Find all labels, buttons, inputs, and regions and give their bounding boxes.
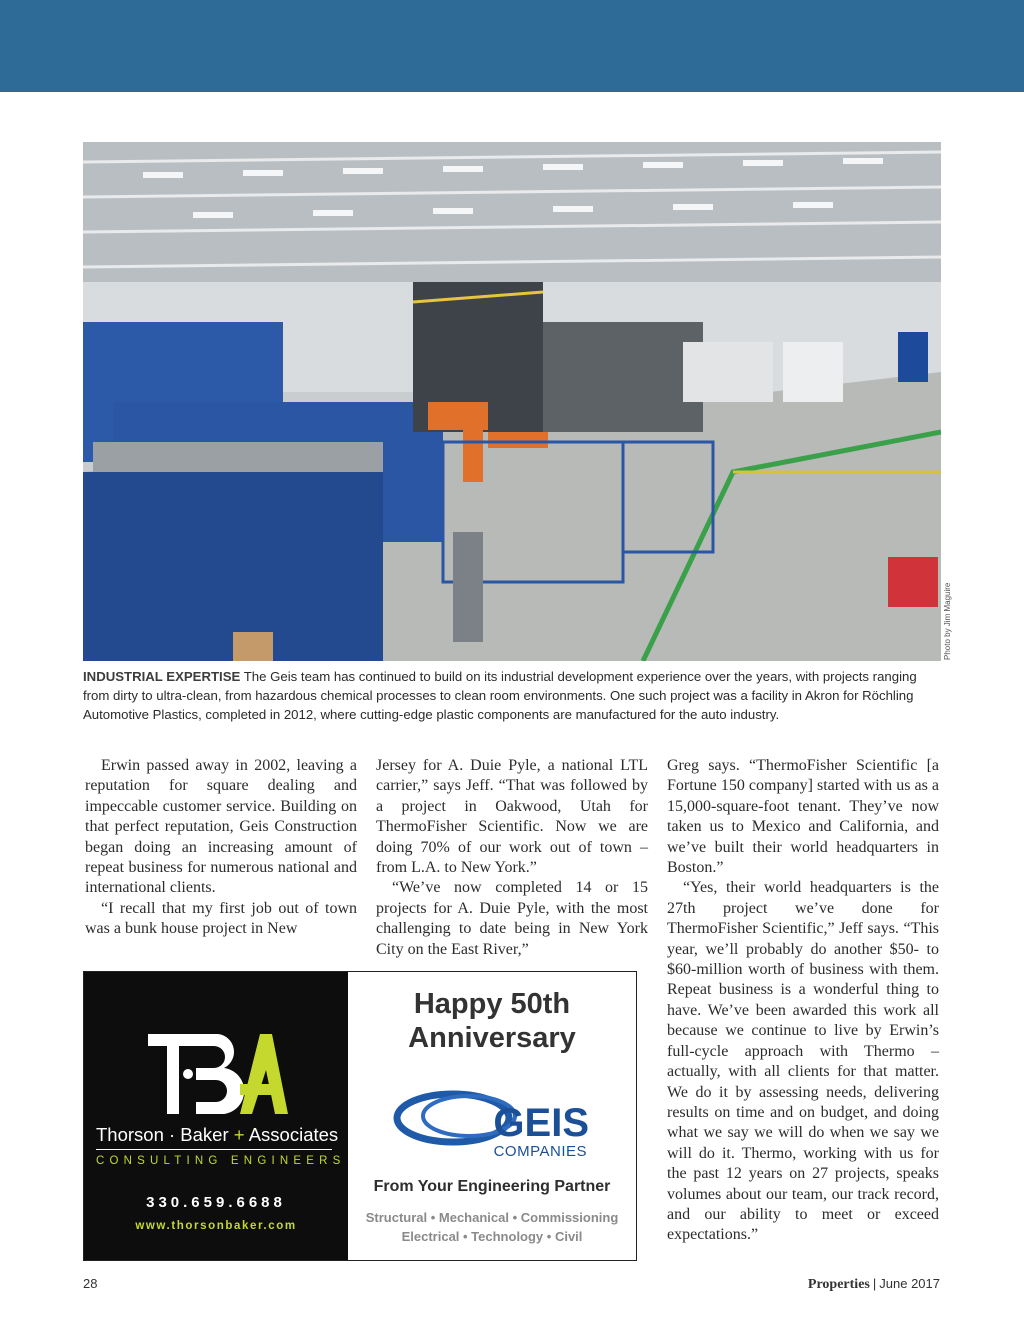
photo-caption bbox=[83, 667, 943, 724]
anniversary-line-2: Anniversary bbox=[408, 1022, 576, 1054]
geis-logo bbox=[391, 1084, 591, 1164]
engineering-partner-text: From Your Engineering Partner bbox=[373, 1178, 611, 1195]
tba-subtitle: CONSULTING ENGINEERS bbox=[96, 1155, 346, 1167]
article-paragraph: Jersey for A. Duie Pyle, a national LTL carrier,” says Jeff. “That was followed by a project in Oakwood, Utah for ThermoFisher Scientific. Now we are doing 70% of our work out of town – from L.A. to New York.” bbox=[376, 757, 648, 877]
tba-name-part2: Associates bbox=[248, 1124, 339, 1145]
geis-ad-panel bbox=[348, 972, 636, 1260]
tba-ad-panel bbox=[84, 972, 348, 1260]
article-paragraph: Greg says. “ThermoFisher Scientific [a Fortune 150 company] started with us as a 15,000-square-foot tenant. They’ve now taken us to Mexico and California, and we’ve built their world headquarters in Boston.” bbox=[667, 757, 939, 877]
tba-plus: + bbox=[233, 1124, 245, 1145]
tba-divider bbox=[96, 1149, 332, 1150]
magazine-footer bbox=[808, 1276, 940, 1293]
services-line-2: Electrical • Technology • Civil bbox=[401, 1229, 583, 1244]
anniversary-headline bbox=[348, 987, 636, 1055]
tba-phone: 330.659.6688 bbox=[146, 1194, 286, 1211]
article-paragraph: “We’ve now completed 14 or 15 projects for A. Duie Pyle, with the most challenging to date being in New York City on the East River,” bbox=[376, 879, 648, 958]
photo-credit: Photo by Jim Maguire bbox=[943, 582, 952, 660]
magazine-name: Properties bbox=[807, 1277, 870, 1292]
tba-company-name bbox=[96, 1124, 339, 1146]
article-paragraph: “I recall that my first job out of town was a bunk house project in New bbox=[85, 899, 357, 938]
article-column-1 bbox=[85, 756, 357, 940]
article-column-2 bbox=[376, 756, 648, 960]
factory-floor-photo bbox=[83, 142, 941, 661]
svg-text:GEIS: GEIS bbox=[493, 1101, 589, 1145]
anniversary-line-1: Happy 50th bbox=[413, 988, 571, 1020]
tba-name-part1: Thorson · Baker bbox=[96, 1124, 229, 1145]
services-list bbox=[348, 1208, 636, 1246]
caption-lead: INDUSTRIAL EXPERTISE bbox=[83, 669, 241, 684]
tba-website: www.thorsonbaker.com bbox=[135, 1220, 297, 1232]
article-column-3 bbox=[667, 756, 939, 1246]
article-paragraph: “Yes, their world headquarters is the 27th project we’ve done for ThermoFisher Scientific,” Jeff says. “This year, we’ll probably do another $50- to $60-million worth of business with them. Repeat business is a wonderful thing to have. We’ve been awarded this work all because we continue to live by Erwin’s full-cycle approach with Thermo – actually, with all clients for that matter. We do it by assessing needs, delivering results on time and on budget, and doing what we say we will do when we say we will do it. Thermo, working with us for the past 12 years on 27 projects, speaks volumes about our team, our track record, and our ability to meet or exceed expectations.” bbox=[667, 879, 939, 1244]
page-number: 28 bbox=[83, 1276, 98, 1291]
factory-floor-illustration bbox=[83, 142, 941, 661]
footer-separator: | bbox=[872, 1276, 877, 1291]
tba-logo bbox=[148, 1034, 288, 1114]
svg-text:COMPANIES: COMPANIES bbox=[493, 1143, 587, 1160]
advertisement bbox=[83, 971, 637, 1261]
issue-date: June 2017 bbox=[879, 1276, 940, 1291]
article-paragraph: Erwin passed away in 2002, leaving a reputation for square dealing and impeccable customer service. Building on that perfect reputation, Geis Construction began doing an increasing amount of repeat business for numerous national and international clients. bbox=[85, 757, 357, 897]
services-line-1: Structural • Mechanical • Commissioning bbox=[365, 1210, 619, 1225]
header-band bbox=[0, 0, 1024, 92]
caption-text: The Geis team has continued to build on its industrial development experience over the years, with projects ranging from dirty to ultra-clean, from hazardous chemical processes to clean room environments. One such project was a facility in Akron for Röchling Automotive Plastics, completed in 2012, where cutting-edge plastic components are manufactured for the auto industry. bbox=[83, 669, 917, 722]
